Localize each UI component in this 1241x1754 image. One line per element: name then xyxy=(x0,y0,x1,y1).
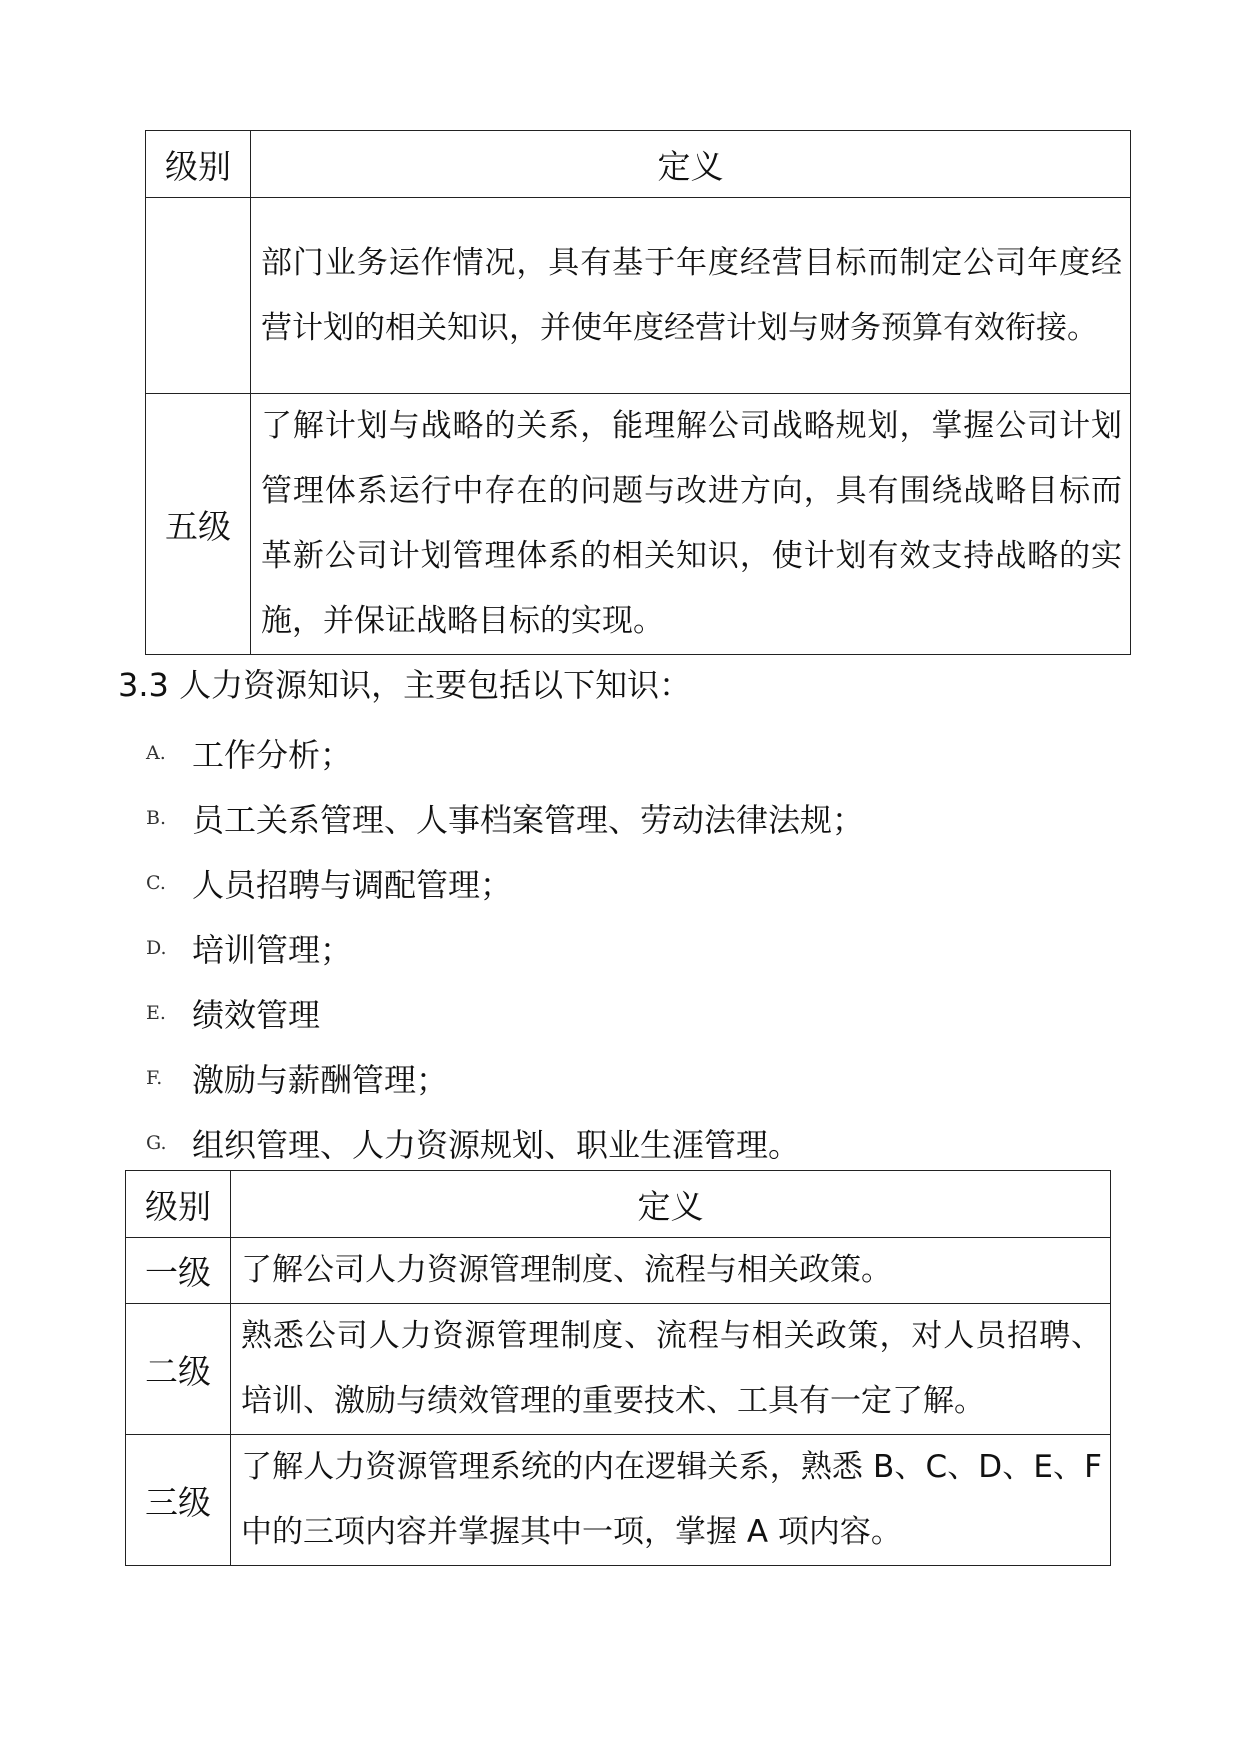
list-item xyxy=(146,980,864,1045)
row-definition: 了解人力资源管理系统的内在逻辑关系，熟悉 B、C、D、E、F 中的三项内容并掌握其中一项，掌握 A 项内容。 xyxy=(231,1435,1111,1566)
header-definition: 定义 xyxy=(231,1171,1111,1238)
table-header-row xyxy=(146,131,1131,198)
list-item-text: 工作分析； xyxy=(192,735,353,774)
list-item-text: 人员招聘与调配管理； xyxy=(192,865,513,904)
knowledge-list xyxy=(146,720,864,1175)
list-marker: E. xyxy=(146,1001,166,1024)
list-item-text: 组织管理、人力资源规划、职业生涯管理。 xyxy=(192,1125,801,1164)
list-item-text: 绩效管理 xyxy=(192,995,321,1034)
list-item-text: 培训管理； xyxy=(192,930,353,969)
row-level xyxy=(146,198,251,394)
list-marker: F. xyxy=(146,1066,163,1089)
list-marker: A. xyxy=(146,741,166,764)
list-marker: B. xyxy=(146,806,167,829)
table-row xyxy=(126,1435,1111,1566)
header-level: 级别 xyxy=(126,1171,231,1238)
list-item xyxy=(146,1045,864,1110)
section-heading: 3.3 人力资源知识，主要包括以下知识： xyxy=(118,666,692,704)
list-marker: D. xyxy=(146,936,167,959)
row-definition: 熟悉公司人力资源管理制度、流程与相关政策，对人员招聘、培训、激励与绩效管理的重要技术、工具有一定了解。 xyxy=(231,1304,1111,1435)
hr-knowledge-table xyxy=(125,1170,1111,1566)
row-level: 一级 xyxy=(126,1238,231,1304)
row-definition: 了解计划与战略的关系，能理解公司战略规划，掌握公司计划管理体系运行中存在的问题与改进方向，具有围绕战略目标而革新公司计划管理体系的相关知识，使计划有效支持战略的实施，并保证战略目标的实现。 xyxy=(251,394,1131,655)
list-item-text: 员工关系管理、人事档案管理、劳动法律法规； xyxy=(192,800,865,839)
list-item xyxy=(146,915,864,980)
list-marker: G. xyxy=(146,1131,167,1154)
header-definition: 定义 xyxy=(251,131,1131,198)
row-definition: 了解公司人力资源管理制度、流程与相关政策。 xyxy=(231,1238,1111,1304)
table-row xyxy=(146,394,1131,655)
table-row xyxy=(126,1238,1111,1304)
header-level: 级别 xyxy=(146,131,251,198)
row-definition: 部门业务运作情况，具有基于年度经营目标而制定公司年度经营计划的相关知识，并使年度经营计划与财务预算有效衔接。 xyxy=(251,198,1131,394)
table-row xyxy=(146,198,1131,394)
planning-knowledge-table xyxy=(145,130,1131,655)
row-level: 二级 xyxy=(126,1304,231,1435)
list-item-text: 激励与薪酬管理； xyxy=(192,1060,449,1099)
row-level: 三级 xyxy=(126,1435,231,1566)
list-item xyxy=(146,785,864,850)
list-item xyxy=(146,720,864,785)
list-marker: C. xyxy=(146,871,166,894)
list-item xyxy=(146,850,864,915)
list-item xyxy=(146,1110,864,1175)
table-header-row xyxy=(126,1171,1111,1238)
table-row xyxy=(126,1304,1111,1435)
row-level: 五级 xyxy=(146,394,251,655)
